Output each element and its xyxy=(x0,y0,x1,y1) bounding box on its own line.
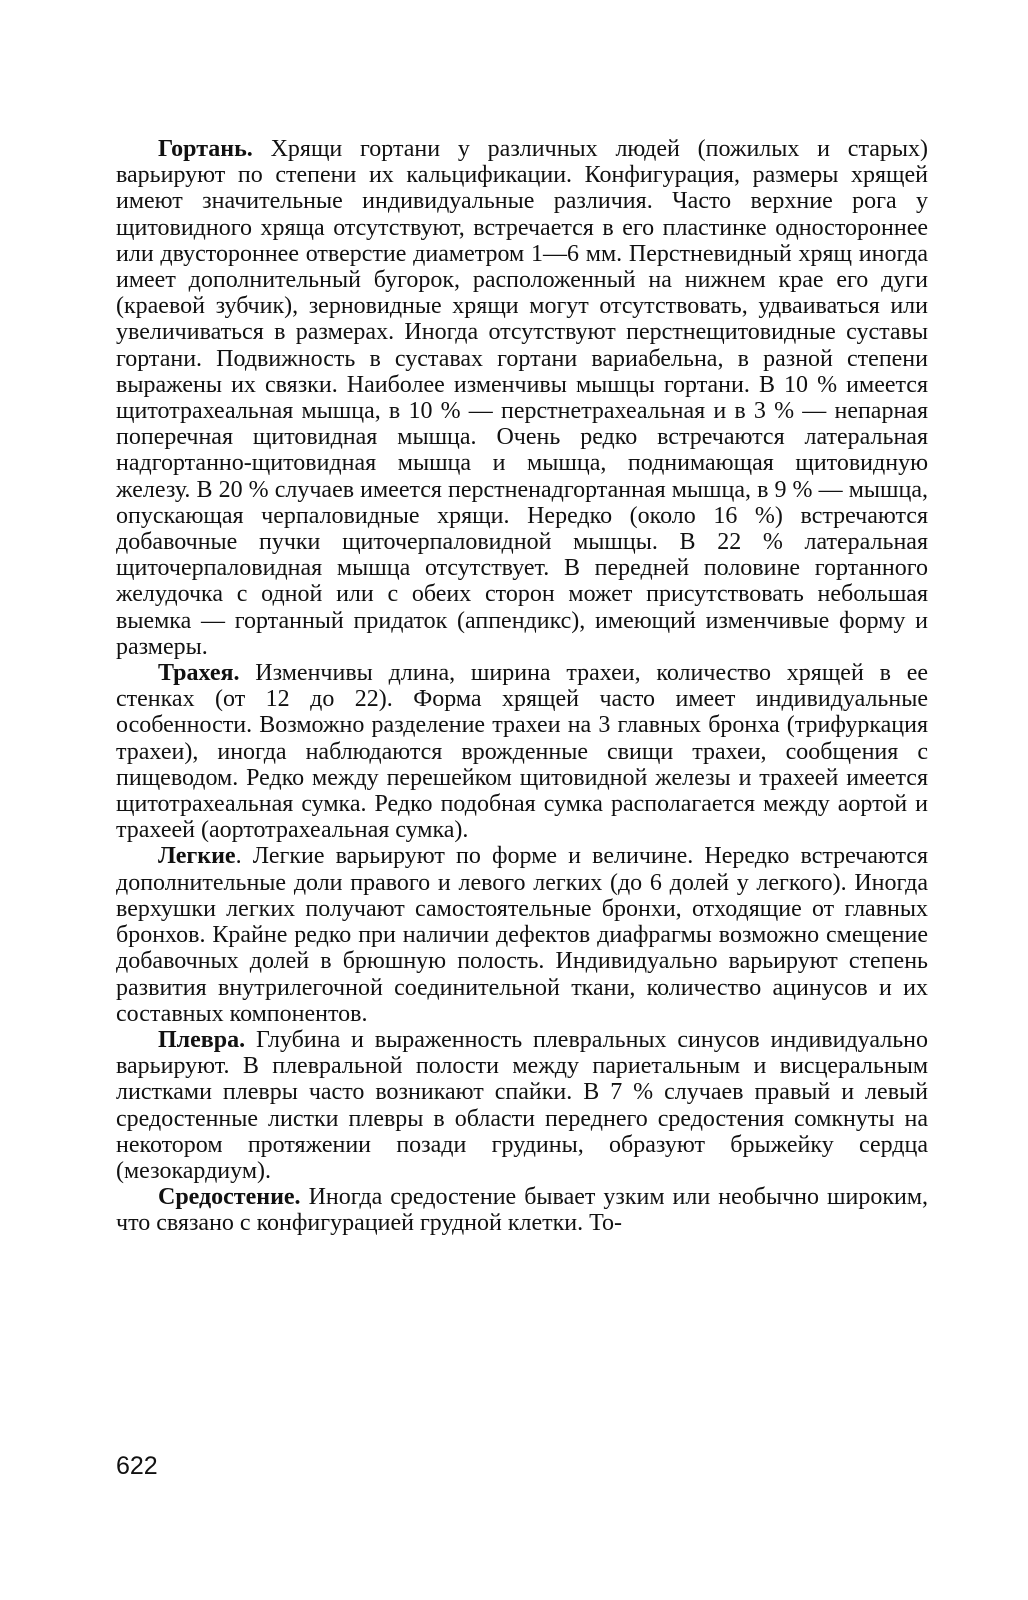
heading-mediastinum: Средостение. xyxy=(158,1184,301,1211)
page-number: 622 xyxy=(116,1452,158,1480)
paragraph-trachea-body: Изменчивы длина, ширина трахеи, количество хрящей в ее стенках (от 12 до 22). Форма хрящей часто имеет индивидуальные особенности. Возможно разделение трахеи на 3 главных бронха (трифуркация трахеи), иногда наблюдаются врожденные свищи трахеи, сообщения с пищеводом. Редко между перешейком щитовидной железы и трахеей имеется щитотрахеальная сумка. Редко подобная сумка располагается между аортой и трахеей (аортотрахеальная сумка). xyxy=(116,660,928,844)
paragraph-mediastinum-body: Иногда средостение бывает узким или необычно широким, что связано с конфигурацией грудной клетки. То- xyxy=(116,1184,929,1237)
paragraph-lungs-body: . Легкие варьируют по форме и величине. Нередко встречаются дополнительные доли правого и левого легких (до 6 долей у легкого). Иногда верхушки легких получают самостоятельные бронхи, отходящие от главных бронхов. Крайне редко при наличии дефектов диафрагмы возможно смещение добавочных долей в брюшную полость. Индивидуально варьируют степень развития внутрилегочной соединительной ткани, количество ацинусов и их составных компонентов. xyxy=(116,843,928,1027)
heading-larynx: Гортань. xyxy=(158,136,253,162)
paragraph-pleura-body: Глубина и выраженность плевральных синусов индивидуально варьируют. В плевральной полости между париетальным и висцеральным листками плевры часто возникают спайки. В 7 % случаев правый и левый средостенные листки плевры в области переднего средостения сомкнуты на некотором протяжении позади грудины, образуют брыжейку сердца (мезокардиум). xyxy=(116,1026,928,1184)
heading-trachea: Трахея. xyxy=(158,660,240,687)
text-block xyxy=(116,136,928,1237)
paragraph-trachea xyxy=(116,660,928,843)
paragraph-larynx xyxy=(116,136,928,660)
heading-pleura: Плевра. xyxy=(158,1026,246,1053)
paragraph-pleura xyxy=(116,1027,928,1184)
paragraph-mediastinum xyxy=(116,1184,928,1236)
heading-lungs: Легкие xyxy=(158,843,236,870)
paragraph-lungs xyxy=(116,843,928,1026)
paragraph-larynx-body: Хрящи гортани у различных людей (пожилых и старых) варьируют по степени их кальцификации. Конфигурация, размеры хрящей имеют значительные индивидуальные различия. Часто верхние рога у щитовидного хряща отсутствуют, встречается в его пластинке одностороннее или двустороннее отверстие диаметром 1—6 мм. Перстневидный хрящ иногда имеет дополнительный бугорок, расположенный на нижнем крае его дуги (краевой зубчик), зерновидные хрящи могут отсутствовать, удваиваться или увеличиваться в размерах. Иногда отсутствуют перстнещитовидные суставы гортани. Подвижность в суставах гортани вариабельна, в разной степени выражены их связки. Наиболее изменчивы мышцы гортани. В 10 % имеется щитотрахеальная мышца, в 10 % — перстнетрахеальная и в 3 % — непарная поперечная щитовидная мышца. Очень редко встречаются латеральная надгортанно-щитовидная мышца и мышца, поднимающая щитовидную железу. В 20 % случаев имеется перстненадгортанная мышца, в 9 % — мышца, опускающая черпаловидные хрящи. Нередко (около 16 %) встречаются добавочные пучки щиточерпаловидной мышцы. В 22 % латеральная щиточерпаловидная мышца отсутствует. В передней половине гортанного желудочка с одной или с обеих сторон может присутствовать небольшая выемка — гортанный придаток (аппендикс), имеющий изменчивые форму и размеры. xyxy=(116,136,928,660)
